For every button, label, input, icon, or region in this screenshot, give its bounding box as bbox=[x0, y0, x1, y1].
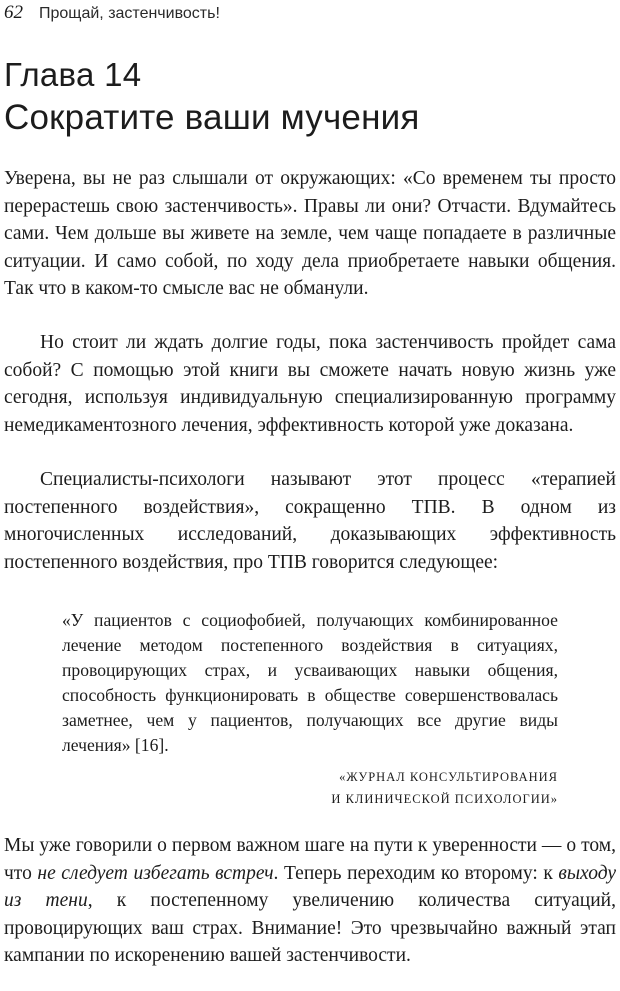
paragraph-therapy: Специалисты-психологи называют этот процесс «терапией постепенного воздействия», сокращенно ТПВ. В одном из многочисленных исследований, доказывающих эффективность постепенного воздействия, про ТПВ говорится следующее: bbox=[4, 469, 616, 573]
block-quote: «У пациентов с социофобией, получающих комбинированное лечение методом постепенного воздействия в ситуациях, провоцирующих страх, и усваивающих навыки общения, способность функционировать в обществе совершенствовалась заметнее, чем у пациентов, получающих все другие виды лечения» [16]. bbox=[62, 610, 558, 755]
quote-source-line: «ЖУРНАЛ КОНСУЛЬТИРОВАНИЯ bbox=[339, 770, 558, 784]
quote-source-line: И КЛИНИЧЕСКОЙ ПСИХОЛОГИИ» bbox=[331, 792, 558, 806]
chapter-title: Сократите ваши мучения bbox=[4, 98, 420, 137]
emphasis-out-of-shadow: выходу из тени bbox=[4, 862, 616, 911]
running-header bbox=[4, 2, 220, 26]
page-number: 62 bbox=[4, 2, 23, 23]
running-title: Прощай, застенчивость! bbox=[39, 5, 220, 22]
paragraph-intro: Уверена, вы не раз слышали от окружающих: «Со временем ты просто перерастешь свою застенчивость». Правы ли они? Отчасти. Вдумайтесь сами. Чем дольше вы живете на земле, чем чаще попадаете в различные ситуации. И само собой, по ходу дела приобретаете навыки общения. Так что в каком-то смысле вас не обманули. bbox=[4, 168, 616, 299]
emphasis-avoid-meetings: не следует избегать встреч bbox=[37, 862, 274, 884]
paragraph-text: . Теперь переходим ко второму: к bbox=[273, 862, 559, 884]
chapter-number: Глава 14 bbox=[4, 56, 142, 93]
paragraph-question: Но стоит ли ждать долгие годы, пока застенчивость пройдет сама собой? С помощью этой книги вы сможете начать новую жизнь уже сегодня, используя индивидуальную специализированную программу немедикаментозного лечения, эффективность которой уже доказана. bbox=[4, 332, 616, 436]
paragraph-text: Мы уже говорили о первом важном шаге на пути к уверенности — о том, что bbox=[4, 835, 616, 884]
paragraph-next-step bbox=[4, 832, 616, 970]
paragraph-text: , к постепенному увеличению количества ситуаций, провоцирующих ваш страх. Внимание! Это чрезвычайно важный этап кампании по искоренению вашей застенчивости. bbox=[4, 890, 616, 966]
quote-source bbox=[331, 766, 558, 810]
